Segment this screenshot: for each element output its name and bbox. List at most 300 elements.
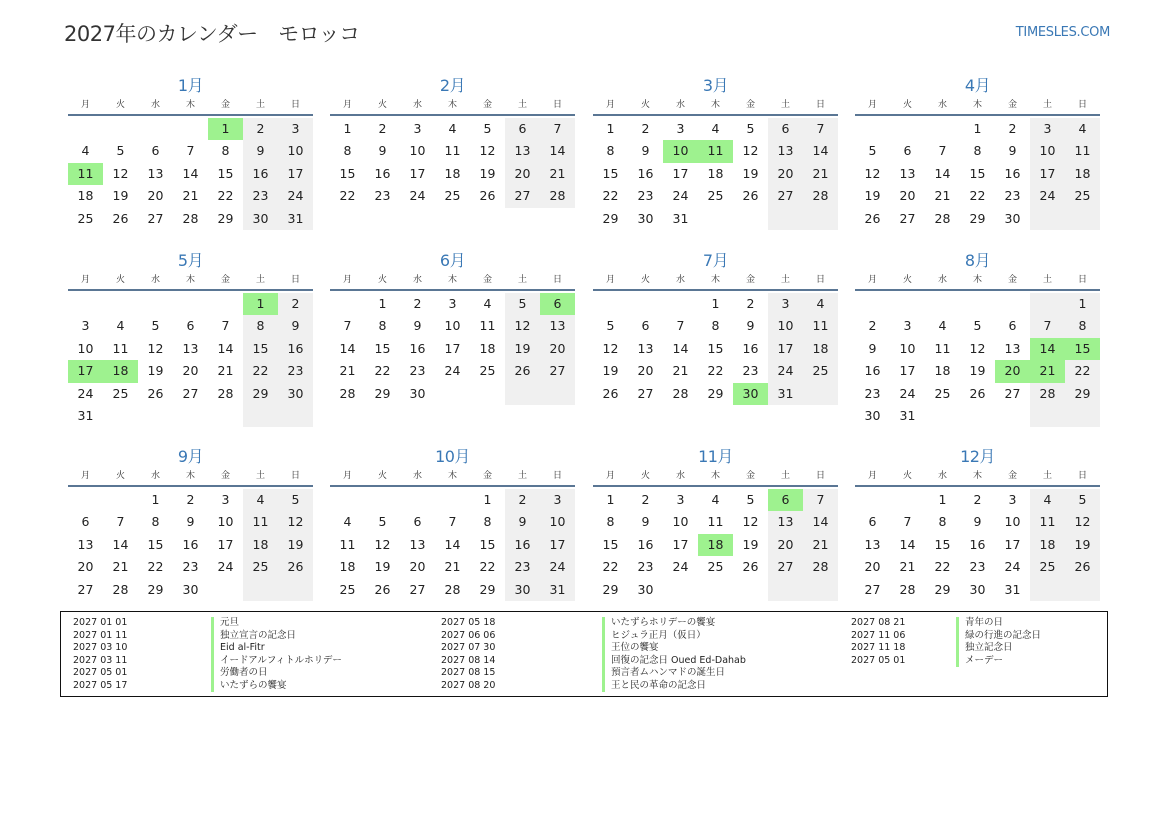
- day-cell: 8: [711, 318, 720, 334]
- day-cell: 15: [602, 536, 619, 552]
- day-cell: 2: [868, 318, 877, 334]
- day-cell: 23: [864, 385, 881, 401]
- month-title: 11月: [698, 447, 733, 466]
- day-cell: 9: [973, 514, 982, 530]
- day-cell: 21: [803, 163, 838, 185]
- day-cell: 20: [409, 559, 426, 575]
- day-cell: 20: [899, 188, 916, 204]
- day-cell: 5: [746, 121, 755, 136]
- holiday-name: 回復の記念日 Oued Ed-Dahab: [602, 655, 746, 668]
- day-cell: 31: [899, 407, 916, 423]
- month-title: 6月: [439, 251, 466, 270]
- day-cell: 17: [278, 163, 313, 185]
- weekday-label: 木: [185, 100, 195, 110]
- day-cell: 6: [81, 514, 90, 530]
- day-cell: 15: [147, 536, 164, 552]
- day-cell: 6: [1008, 318, 1017, 334]
- day-cell: 29: [1065, 383, 1100, 405]
- day-cell: 14: [803, 140, 838, 162]
- week-row: [330, 579, 575, 601]
- weekday-label: 火: [377, 471, 387, 481]
- day-cell: 12: [1065, 511, 1100, 533]
- day-cell: 1: [151, 492, 160, 507]
- day-cell: 29: [217, 210, 234, 226]
- weekday-label: 火: [115, 471, 125, 481]
- day-cell: 10: [278, 140, 313, 162]
- empty-cell: [890, 118, 925, 140]
- day-cell: 12: [864, 165, 881, 181]
- weekday-label: 火: [377, 100, 387, 110]
- holiday-date: 2027 01 01: [73, 617, 128, 628]
- month-7: [593, 250, 838, 405]
- empty-cell: [960, 405, 995, 427]
- weekday-label: 土: [255, 275, 265, 285]
- week-row: [68, 163, 313, 185]
- weekday-header: [855, 468, 1100, 487]
- brand-link[interactable]: TIMESLES.COM: [1015, 25, 1110, 40]
- weekday-label: 木: [710, 471, 720, 481]
- weekday-label: 土: [517, 471, 527, 481]
- day-cell: 5: [973, 318, 982, 334]
- day-cell: 14: [339, 340, 356, 356]
- day-cell: 29: [479, 581, 496, 597]
- day-cell: 17: [540, 534, 575, 556]
- day-cell: 16: [182, 536, 199, 552]
- week-row: [330, 338, 575, 360]
- day-cell: 28: [217, 385, 234, 401]
- day-cell: 16: [1004, 165, 1021, 181]
- day-cell: 19: [602, 363, 619, 379]
- day-cell: 7: [803, 489, 838, 511]
- empty-cell: [278, 579, 313, 601]
- weekday-label: 日: [1077, 100, 1087, 110]
- day-cell: 20: [505, 163, 540, 185]
- week-row: [330, 360, 575, 382]
- holiday-date: 2027 01 11: [73, 629, 128, 641]
- day-cell: 15: [934, 536, 951, 552]
- empty-cell: [925, 405, 960, 427]
- holiday-date: 2027 05 01: [73, 667, 128, 678]
- day-cell: 3: [676, 121, 685, 136]
- empty-cell: [470, 383, 505, 405]
- week-row: [593, 118, 838, 140]
- day-cell: 17: [672, 536, 689, 552]
- empty-cell: [68, 293, 103, 315]
- day-cell: 8: [221, 143, 230, 159]
- day-cell: 19: [742, 536, 759, 552]
- empty-cell: [68, 489, 103, 511]
- weekday-header: [330, 468, 575, 487]
- empty-cell: [138, 118, 173, 140]
- empty-cell: [663, 579, 698, 601]
- day-cell: 23: [969, 559, 986, 575]
- day-cell: 10: [540, 511, 575, 533]
- day-cell: 23: [409, 363, 426, 379]
- day-cell: 18: [243, 534, 278, 556]
- day-cell: 1: [606, 492, 615, 507]
- day-cell: 19: [374, 559, 391, 575]
- day-cell: 4: [1065, 118, 1100, 140]
- week-row: [68, 185, 313, 207]
- weekday-label: 日: [290, 471, 300, 481]
- weekday-header: [593, 468, 838, 487]
- day-cell: 22: [374, 363, 391, 379]
- empty-cell: [995, 293, 1030, 315]
- empty-cell: [1030, 579, 1065, 601]
- day-cell: 9: [641, 143, 650, 159]
- day-cell: 30: [864, 407, 881, 423]
- day-cell: 29: [602, 581, 619, 597]
- weekday-label: 土: [780, 275, 790, 285]
- day-cell: 24: [768, 360, 803, 382]
- empty-cell: [890, 489, 925, 511]
- day-cell: 13: [768, 140, 803, 162]
- empty-cell: [1065, 405, 1100, 427]
- weekday-label: 水: [150, 275, 160, 285]
- day-cell: 26: [112, 210, 129, 226]
- weekday-label: 日: [815, 100, 825, 110]
- empty-cell: [1030, 208, 1065, 230]
- day-cell: 21: [182, 188, 199, 204]
- day-cell: 4: [81, 143, 90, 159]
- month-12: [855, 446, 1100, 601]
- day-cell: 19: [479, 165, 496, 181]
- holiday-date: 2027 08 21: [851, 617, 906, 628]
- empty-cell: [173, 405, 208, 427]
- day-cell: 27: [409, 581, 426, 597]
- day-cell: 4: [343, 514, 352, 530]
- day-cell: 28: [934, 210, 951, 226]
- day-cell: 25: [77, 210, 94, 226]
- day-cell: 22: [479, 559, 496, 575]
- holiday-date: 2027 07 30: [441, 642, 496, 653]
- weekday-header: [68, 468, 313, 487]
- empty-cell: [243, 405, 278, 427]
- weekday-label: 水: [937, 471, 947, 481]
- holiday-name-column: [602, 617, 746, 692]
- day-cell: 13: [409, 536, 426, 552]
- day-cell: 24: [409, 188, 426, 204]
- day-cell: 19: [1065, 534, 1100, 556]
- week-row: [330, 293, 575, 315]
- day-cell: 17: [444, 340, 461, 356]
- day-cell: 27: [182, 385, 199, 401]
- empty-cell: [890, 293, 925, 315]
- day-cell: 28: [672, 385, 689, 401]
- week-row: [855, 489, 1100, 511]
- day-cell: 18: [934, 363, 951, 379]
- day-cell: 12: [505, 315, 540, 337]
- day-cell: 26: [864, 210, 881, 226]
- holiday-date: 2027 11 18: [851, 642, 906, 653]
- day-cell: 25: [479, 363, 496, 379]
- weekday-label: 土: [517, 275, 527, 285]
- day-cell: 3: [448, 296, 457, 311]
- day-cell: 29: [147, 581, 164, 597]
- day-cell: 24: [672, 188, 689, 204]
- day-cell: 2: [378, 121, 387, 136]
- day-cell: 28: [803, 185, 838, 207]
- day-cell: 25: [339, 581, 356, 597]
- empty-cell: [103, 489, 138, 511]
- day-cell: 26: [374, 581, 391, 597]
- day-cell: 25: [243, 556, 278, 578]
- week-row: [855, 208, 1100, 230]
- day-cell: 7: [221, 318, 230, 334]
- empty-cell: [768, 208, 803, 230]
- weekday-label: 月: [867, 471, 877, 481]
- day-cell: 28: [899, 581, 916, 597]
- day-cell: 22: [602, 559, 619, 575]
- empty-cell: [855, 489, 890, 511]
- day-cell: 30: [182, 581, 199, 597]
- day-cell: 10: [217, 514, 234, 530]
- week-row: [330, 163, 575, 185]
- day-cell: 12: [969, 340, 986, 356]
- day-cell: 11: [243, 511, 278, 533]
- week-row: [855, 293, 1100, 315]
- day-cell: 28: [803, 556, 838, 578]
- day-cell: 21: [803, 534, 838, 556]
- day-cell: 7: [343, 318, 352, 334]
- holiday-name: 王位の饗宴: [602, 642, 746, 655]
- weekday-label: 木: [710, 275, 720, 285]
- day-cell: 16: [278, 338, 313, 360]
- weekday-label: 土: [1042, 275, 1052, 285]
- holiday-date: 2027 05 18: [441, 617, 496, 628]
- empty-cell: [330, 293, 365, 315]
- day-cell: 4: [711, 121, 720, 136]
- day-cell: 13: [768, 511, 803, 533]
- day-cell: 8: [1065, 315, 1100, 337]
- empty-cell: [103, 405, 138, 427]
- day-cell: 6: [505, 118, 540, 140]
- empty-cell: [138, 293, 173, 315]
- week-row: [68, 338, 313, 360]
- month-title: 3月: [702, 76, 729, 95]
- day-cell: 27: [768, 556, 803, 578]
- month-title: 2月: [439, 76, 466, 95]
- empty-cell: [68, 118, 103, 140]
- day-cell: 8: [151, 514, 160, 530]
- day-cell: 9: [868, 340, 877, 356]
- day-cell: 27: [77, 581, 94, 597]
- day-cell: 8: [606, 143, 615, 159]
- week-row: [593, 140, 838, 162]
- day-cell: 15: [374, 340, 391, 356]
- day-cell: 11: [68, 163, 103, 185]
- day-cell: 13: [1004, 340, 1021, 356]
- day-cell: 8: [483, 514, 492, 530]
- weekday-label: 月: [342, 100, 352, 110]
- week-row: [855, 383, 1100, 405]
- day-cell: 24: [1004, 559, 1021, 575]
- empty-cell: [733, 579, 768, 601]
- day-cell: 27: [864, 581, 881, 597]
- week-row: [855, 556, 1100, 578]
- week-row: [593, 208, 838, 230]
- weekday-label: 金: [220, 100, 230, 110]
- week-row: [330, 489, 575, 511]
- day-cell: 18: [1030, 534, 1065, 556]
- day-cell: 12: [278, 511, 313, 533]
- day-cell: 29: [969, 210, 986, 226]
- day-cell: 23: [374, 188, 391, 204]
- day-cell: 5: [606, 318, 615, 334]
- day-cell: 10: [899, 340, 916, 356]
- week-row: [593, 579, 838, 601]
- week-row: [68, 293, 313, 315]
- day-cell: 17: [899, 363, 916, 379]
- day-cell: 31: [672, 210, 689, 226]
- week-row: [593, 534, 838, 556]
- weekday-label: 水: [412, 275, 422, 285]
- day-cell: 1: [483, 492, 492, 507]
- day-cell: 18: [1065, 163, 1100, 185]
- month-title: 8月: [964, 251, 991, 270]
- day-cell: 22: [243, 360, 278, 382]
- day-cell: 21: [672, 363, 689, 379]
- day-cell: 25: [1065, 185, 1100, 207]
- weekday-label: 金: [220, 275, 230, 285]
- weekday-label: 水: [412, 100, 422, 110]
- holiday-name: 緑の行進の記念日: [956, 630, 1041, 643]
- day-cell: 24: [278, 185, 313, 207]
- day-cell: 7: [448, 514, 457, 530]
- day-cell: 7: [803, 118, 838, 140]
- day-cell: 16: [637, 536, 654, 552]
- week-row: [593, 556, 838, 578]
- day-cell: 29: [707, 385, 724, 401]
- day-cell: 2: [413, 296, 422, 311]
- day-cell: 10: [444, 318, 461, 334]
- weekday-label: 土: [517, 100, 527, 110]
- holiday-date: 2027 05 01: [851, 654, 906, 666]
- day-cell: 24: [217, 559, 234, 575]
- day-cell: 2: [505, 489, 540, 511]
- empty-cell: [208, 405, 243, 427]
- weekday-label: 金: [745, 100, 755, 110]
- weekday-label: 月: [605, 100, 615, 110]
- day-cell: 13: [182, 340, 199, 356]
- day-cell: 31: [77, 407, 94, 423]
- day-cell: 13: [899, 165, 916, 181]
- month-1: [68, 75, 313, 230]
- day-cell: 16: [243, 163, 278, 185]
- day-cell: 3: [540, 489, 575, 511]
- empty-cell: [243, 579, 278, 601]
- day-cell: 28: [540, 185, 575, 207]
- holiday-date: 2027 11 06: [851, 629, 906, 641]
- day-cell: 8: [973, 143, 982, 159]
- weekday-label: 月: [867, 275, 877, 285]
- holiday-date: 2027 08 15: [441, 667, 496, 678]
- day-cell: 27: [899, 210, 916, 226]
- day-cell: 25: [934, 385, 951, 401]
- day-cell: 10: [409, 143, 426, 159]
- day-cell: 22: [602, 188, 619, 204]
- weekday-label: 土: [1042, 471, 1052, 481]
- day-cell: 6: [768, 118, 803, 140]
- day-cell: 23: [505, 556, 540, 578]
- month-5: [68, 250, 313, 427]
- day-cell: 7: [116, 514, 125, 530]
- day-cell: 11: [707, 514, 724, 530]
- weekday-label: 木: [710, 100, 720, 110]
- day-cell: 30: [409, 385, 426, 401]
- empty-cell: [1030, 405, 1065, 427]
- month-9: [68, 446, 313, 601]
- holiday-date-column: [73, 617, 127, 692]
- holiday-name-column: [956, 617, 1041, 667]
- day-cell: 15: [969, 165, 986, 181]
- day-cell: 6: [903, 143, 912, 159]
- empty-cell: [925, 118, 960, 140]
- day-cell: 29: [243, 383, 278, 405]
- empty-cell: [330, 489, 365, 511]
- day-cell: 25: [707, 559, 724, 575]
- week-row: [68, 140, 313, 162]
- empty-cell: [278, 405, 313, 427]
- day-cell: 17: [409, 165, 426, 181]
- day-cell: 29: [934, 581, 951, 597]
- day-cell: 4: [448, 121, 457, 136]
- day-cell: 4: [938, 318, 947, 334]
- empty-cell: [103, 293, 138, 315]
- day-cell: 14: [444, 536, 461, 552]
- day-cell: 1: [938, 492, 947, 507]
- day-cell: 28: [444, 581, 461, 597]
- weekday-label: 火: [640, 471, 650, 481]
- day-cell: 30: [243, 208, 278, 230]
- day-cell: 6: [868, 514, 877, 530]
- weekday-label: 日: [1077, 471, 1087, 481]
- weekday-label: 水: [150, 471, 160, 481]
- week-row: [68, 579, 313, 601]
- day-cell: 25: [1030, 556, 1065, 578]
- empty-cell: [698, 579, 733, 601]
- week-row: [68, 383, 313, 405]
- day-cell: 2: [1008, 121, 1017, 136]
- week-row: [855, 579, 1100, 601]
- day-cell: 18: [103, 360, 138, 382]
- week-row: [68, 315, 313, 337]
- day-cell: 14: [217, 340, 234, 356]
- week-row: [593, 163, 838, 185]
- day-cell: 27: [505, 185, 540, 207]
- week-row: [593, 293, 838, 315]
- day-cell: 9: [186, 514, 195, 530]
- day-cell: 3: [413, 121, 422, 136]
- holiday-date-column: [851, 617, 905, 667]
- day-cell: 13: [147, 165, 164, 181]
- day-cell: 16: [742, 340, 759, 356]
- day-cell: 6: [413, 514, 422, 530]
- week-row: [855, 511, 1100, 533]
- empty-cell: [855, 293, 890, 315]
- weekday-label: 月: [80, 100, 90, 110]
- day-cell: 22: [217, 188, 234, 204]
- weekday-label: 火: [640, 100, 650, 110]
- day-cell: 19: [147, 363, 164, 379]
- month-title: 12月: [960, 447, 995, 466]
- weekday-label: 日: [290, 275, 300, 285]
- day-cell: 15: [217, 165, 234, 181]
- day-cell: 2: [746, 296, 755, 311]
- weekday-label: 金: [220, 471, 230, 481]
- day-cell: 23: [1004, 188, 1021, 204]
- day-cell: 23: [637, 188, 654, 204]
